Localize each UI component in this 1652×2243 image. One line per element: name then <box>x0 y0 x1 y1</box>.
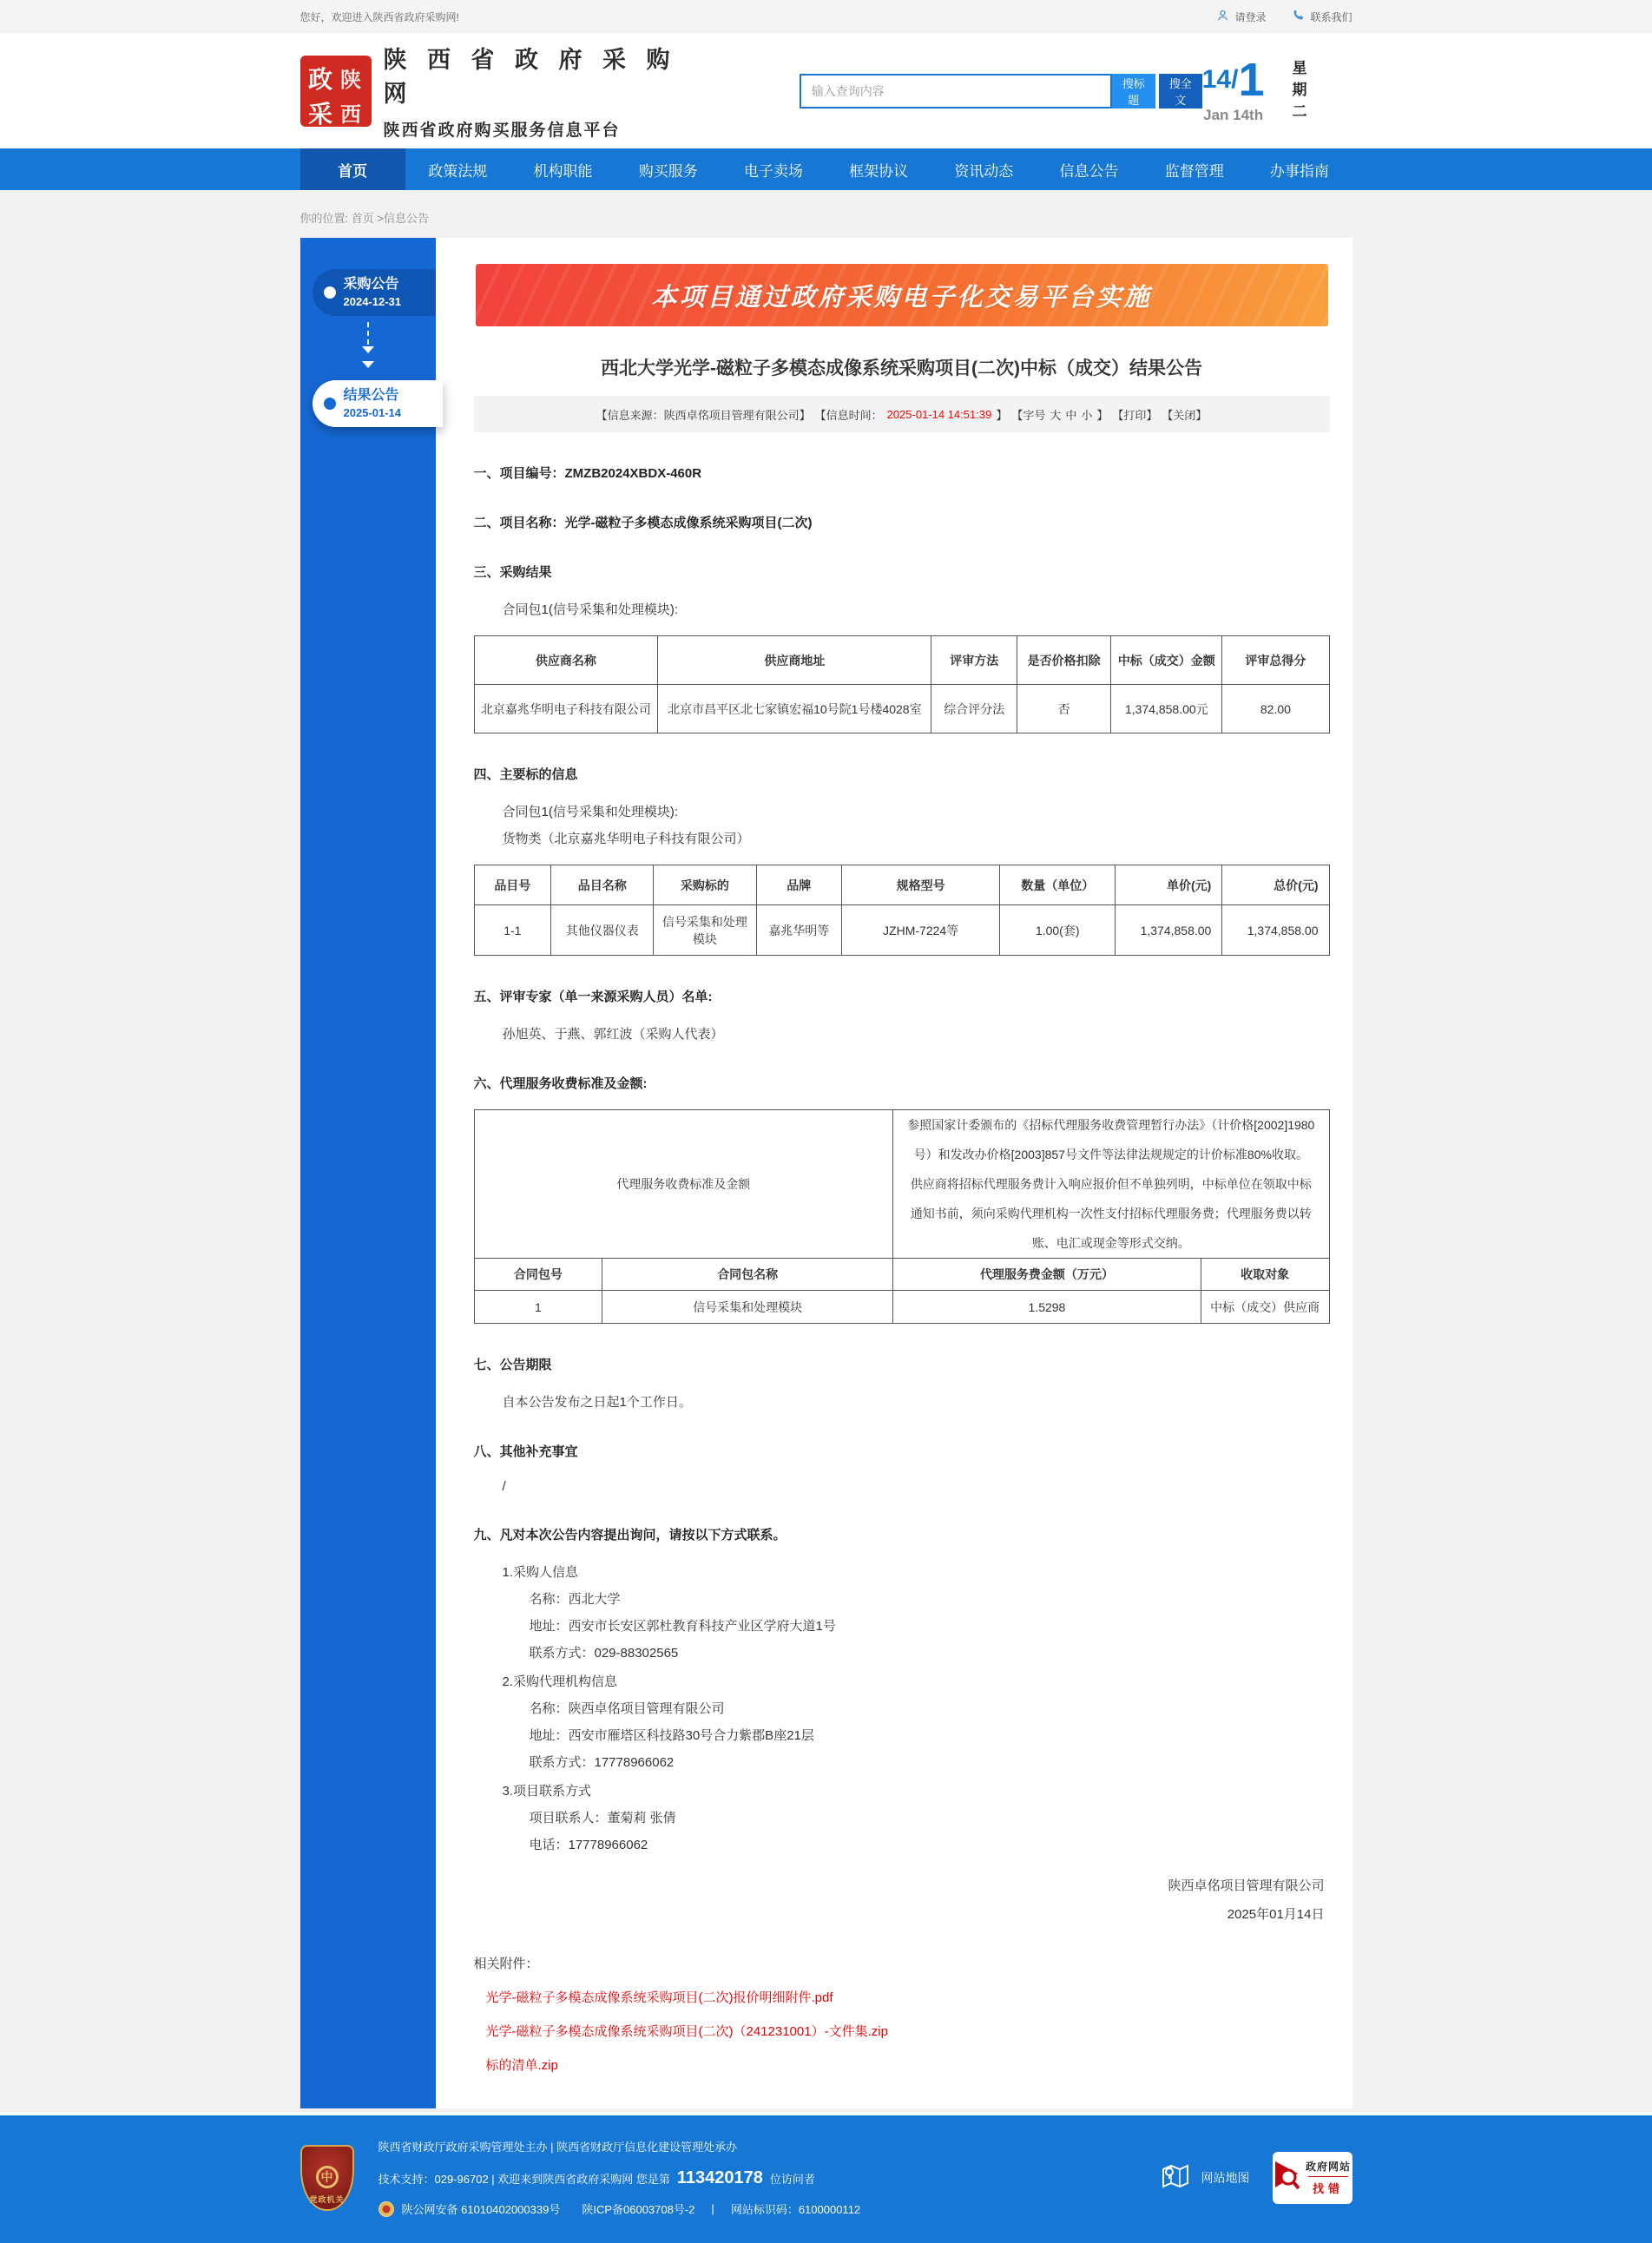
contract-package-label: 合同包1(信号采集和处理模块): <box>502 602 679 617</box>
breadcrumb-home-link[interactable]: 首页 <box>351 212 374 225</box>
agency-info-title: 2.采购代理机构信息 <box>502 1674 618 1689</box>
nav-item-news[interactable]: 资讯动态 <box>954 162 1014 180</box>
visitor-count: 113420178 <box>676 2168 763 2187</box>
section-project-number: 一、项目编号：ZMZB2024XBDX-460R <box>473 466 702 481</box>
sidebar-item-purchase-announcement[interactable]: 采购公告 2024-12-31 <box>313 269 436 316</box>
agency-phone: 联系方式：17778966062 <box>529 1755 675 1770</box>
agency-address: 地址：西安市雁塔区科技路30号合力紫郡B座21层 <box>529 1728 814 1743</box>
nav-item-announcements[interactable]: 信息公告 <box>1059 162 1119 180</box>
nav-item-guide[interactable]: 办事指南 <box>1269 162 1329 180</box>
nav-item-emall[interactable]: 电子卖场 <box>743 162 803 180</box>
agency-name: 名称：陕西卓佲项目管理有限公司 <box>529 1701 725 1716</box>
agency-fee-table: 代理服务收费标准及金额 参照国家计委颁布的《招标代理服务收费管理暂行办法》（计价格[2002]1980号）和发改办价格[2003]857号文件等法律法规规定的计价标准80%收取。 供应商将招标代理服务费计入响应报价但不单独列明，中标单位在领取中标通知书前，须向采购代理机构一次性支付招标代理服务费；代理服务费以转账、电汇或现金等形式交纳。 合同包号 合同包名称 代理服务费金额（万元） 收取对象 1 信号采集和处理模块 1.5298 中标（成交）供应商 <box>474 1109 1330 1324</box>
site-titles <box>384 41 697 141</box>
article <box>436 238 1353 2108</box>
timeline-dot-icon <box>324 286 336 299</box>
welcome-text: 您好，欢迎进入陕西省政府采购网! <box>299 10 459 23</box>
sidebar-timeline <box>300 238 436 2108</box>
search-bar <box>800 74 1202 109</box>
section-other-matters: 八、其他补充事宜 <box>473 1444 578 1459</box>
attachments-label: 相关附件： <box>473 1957 539 1971</box>
breadcrumb-current-link[interactable]: 信息公告 <box>383 212 429 225</box>
agency-fee-label: 代理服务收费标准及金额 <box>474 1110 893 1259</box>
footer-support-line: 技术支持：029-96702 | 欢迎来到陕西省政府采购网 您是第 113420178 位访问者 <box>378 2168 815 2187</box>
site-name: 陕 西 省 政 府 采 购 网 <box>383 47 677 107</box>
purchaser-phone: 联系方式：029-88302565 <box>529 1646 679 1661</box>
other-matters-text: / <box>502 1479 506 1494</box>
print-button[interactable]: 【打印】 <box>1112 408 1158 422</box>
breadcrumb: 你的位置: 首页 >信息公告 <box>299 212 429 225</box>
attachment-link-zip[interactable]: 光学-磁粒子多模态成像系统采购项目(二次)（241231001）-文件集.zip <box>485 2024 888 2039</box>
header <box>0 33 1652 148</box>
police-badge-icon <box>378 2201 394 2217</box>
site-code: 网站标识码：6100000112 <box>730 2203 861 2216</box>
table-row: 1 信号采集和处理模块 1.5298 中标（成交）供应商 <box>474 1291 1329 1324</box>
main-nav <box>0 148 1652 190</box>
table-row: 北京嘉兆华明电子科技有限公司 北京市昌平区北七家镇宏福10号院1号楼4028室 综合评分法 否 1,374,858.00元 82.00 <box>474 685 1329 733</box>
government-emblem-icon: 中 党政机关 <box>300 2145 354 2211</box>
section-agency-fee: 六、代理服务收费标准及金额: <box>473 1076 648 1091</box>
timeline-arrow-down-icon <box>300 316 436 380</box>
close-button[interactable]: 【关闭】 <box>1162 408 1208 422</box>
search-fulltext-button[interactable]: 搜全文 <box>1159 74 1202 109</box>
login-link[interactable]: 请登录 <box>1216 9 1266 24</box>
page-title: 西北大学光学-磁粒子多模态成像系统采购项目(二次)中标（成交）结果公告 <box>601 358 1202 378</box>
goods-category-label: 货物类（北京嘉兆华明电子科技有限公司） <box>502 832 750 846</box>
beian-police-link[interactable]: 陕公网安备 61010402000339号 <box>401 2203 561 2216</box>
purchaser-info-title: 1.采购人信息 <box>502 1565 579 1580</box>
site-logo: 政 陕 采 西 <box>300 56 372 127</box>
section-main-subject-info: 四、主要标的信息 <box>473 767 578 782</box>
project-contact-phone: 电话：17778966062 <box>529 1838 648 1852</box>
sidebar-item-result-announcement[interactable]: 结果公告 2025-01-14 <box>313 380 443 427</box>
date-month: 1 <box>1238 54 1265 106</box>
signature-date: 2025年01月14日 <box>1227 1907 1325 1922</box>
nav-item-framework[interactable]: 框架协议 <box>849 162 909 180</box>
weekday-label: 星期二 <box>1289 60 1306 125</box>
font-size-medium-button[interactable]: 中 <box>1065 408 1077 422</box>
section-procurement-result: 三、采购结果 <box>473 565 552 580</box>
section-contact-info: 九、凡对本次公告内容提出询问，请按以下方式联系。 <box>473 1528 787 1542</box>
flag-magnifier-icon <box>1274 2158 1300 2197</box>
nav-item-supervision[interactable]: 监督管理 <box>1164 162 1224 180</box>
date-english: Jan 14th <box>1203 107 1264 123</box>
site-subtitle: 陕西省政府购买服务信息平台 <box>383 122 621 140</box>
project-contact-title: 3.项目联系方式 <box>502 1784 592 1799</box>
font-size-large-button[interactable]: 大 <box>1050 408 1062 422</box>
map-icon <box>1160 2161 1191 2194</box>
purchaser-address: 地址：西安市长安区郭杜教育科技产业区学府大道1号 <box>529 1619 836 1634</box>
gov-site-error-report-badge[interactable]: 政府网站 找错 <box>1273 2152 1353 2204</box>
article-meta-bar: 【信息来源：陕西卓佲项目管理有限公司】 【信息时间： 2025-01-14 14:51:39 】 【字号 大 中 小 】 【打印】 【关闭】 <box>474 396 1330 432</box>
contact-link[interactable]: 联系我们 <box>1292 9 1352 24</box>
section-announcement-period: 七、公告期限 <box>473 1358 552 1372</box>
info-source: 【信息来源：陕西卓佲项目管理有限公司】 <box>596 408 811 422</box>
main-area <box>0 238 1652 2112</box>
announcement-period-text: 自本公告发布之日起1个工作日。 <box>502 1395 692 1410</box>
contract-package-label: 合同包1(信号采集和处理模块): <box>502 805 679 819</box>
agency-fee-description: 参照国家计委颁布的《招标代理服务收费管理暂行办法》（计价格[2002]1980号）和发改办价格[2003]857号文件等法律法规规定的计价标准80%收取。 供应商将招标代理服务费计入响应报价但不单独列明，中标单位在领取中标通知书前，须向采购代理机构一次性支付招标代理服务费；代理服务费以转账、电汇或现金等形式交纳。 <box>893 1110 1329 1259</box>
signature-company: 陕西卓佲项目管理有限公司 <box>1168 1878 1325 1893</box>
icp-link[interactable]: 陕ICP备06003708号-2 <box>582 2203 695 2216</box>
platform-banner: 本项目通过政府采购电子化交易平台实施 <box>476 264 1328 326</box>
phone-icon <box>1292 9 1305 24</box>
user-icon <box>1216 9 1229 24</box>
timeline-dot-icon <box>324 398 336 410</box>
nav-item-home[interactable]: 首页 <box>300 148 405 190</box>
info-time: 2025-01-14 14:51:39 <box>886 407 992 421</box>
project-contact-person: 项目联系人：董菊莉 张倩 <box>529 1811 676 1825</box>
breadcrumb-area <box>0 190 1652 238</box>
nav-item-purchase-services[interactable]: 购买服务 <box>638 162 698 180</box>
search-input[interactable] <box>800 74 1112 109</box>
purchaser-name: 名称：西北大学 <box>529 1592 621 1607</box>
result-table: 供应商名称 供应商地址 评审方法 是否价格扣除 中标（成交）金额 评审总得分 北京嘉兆华明电子科技有限公司 北京市昌平区北七家镇宏福10号院1号楼4028室 综合评分法 否 1,374,858.00元 82.00 <box>474 635 1330 733</box>
expert-names: 孙旭英、于燕、郭红波（采购人代表） <box>502 1027 724 1042</box>
nav-item-functions[interactable]: 机构职能 <box>533 162 593 180</box>
section-project-name: 二、项目名称：光学-磁粒子多模态成像系统采购项目(二次) <box>473 516 813 530</box>
footer: 中 党政机关 陕西省财政厅政府采购管理处主办 | 陕西省财政厅信息化建设管理处承办 技术支持：029-96702 | 欢迎来到陕西省政府采购网 您是第 113420178 位访问者 陕公网安备 61010402000339号 陕ICP备06003708号-2 | 网站标识码：6100000112 网站地图 政府网站 找错 <box>0 2115 1652 2243</box>
topbar <box>0 0 1652 33</box>
font-size-small-button[interactable]: 小 <box>1081 408 1093 422</box>
table-row: 1-1 其他仪器仪表 信号采集和处理模块 嘉兆华明等 JZHM-7224等 1.00(套) 1,374,858.00 1,374,858.00 <box>474 905 1329 956</box>
nav-item-policies[interactable]: 政策法规 <box>428 162 488 180</box>
section-expert-list: 五、评审专家（单一来源采购人员）名单: <box>473 990 713 1004</box>
sitemap-link[interactable]: 网站地图 <box>1160 2161 1250 2194</box>
attachment-link-list-zip[interactable]: 标的清单.zip <box>485 2058 558 2073</box>
date-day: 14 <box>1201 65 1232 94</box>
subject-table: 品目号 品目名称 采购标的 品牌 规格型号 数量（单位） 单价(元) 总价(元) 1-1 其他仪器仪表 信号采集和处理模块 嘉兆华明等 JZHM-7224等 1.00(套) 1,374,858.00 1,374,858.00 <box>474 865 1330 956</box>
date-widget: 14 / 1 Jan 14th 星期二 <box>1202 56 1353 125</box>
attachment-link-pdf[interactable]: 光学-磁粒子多模态成像系统采购项目(二次)报价明细附件.pdf <box>485 1990 833 2005</box>
search-title-button[interactable]: 搜标题 <box>1112 74 1155 109</box>
footer-organizer-line: 陕西省财政厅政府采购管理处主办 | 陕西省财政厅信息化建设管理处承办 <box>378 2141 738 2154</box>
